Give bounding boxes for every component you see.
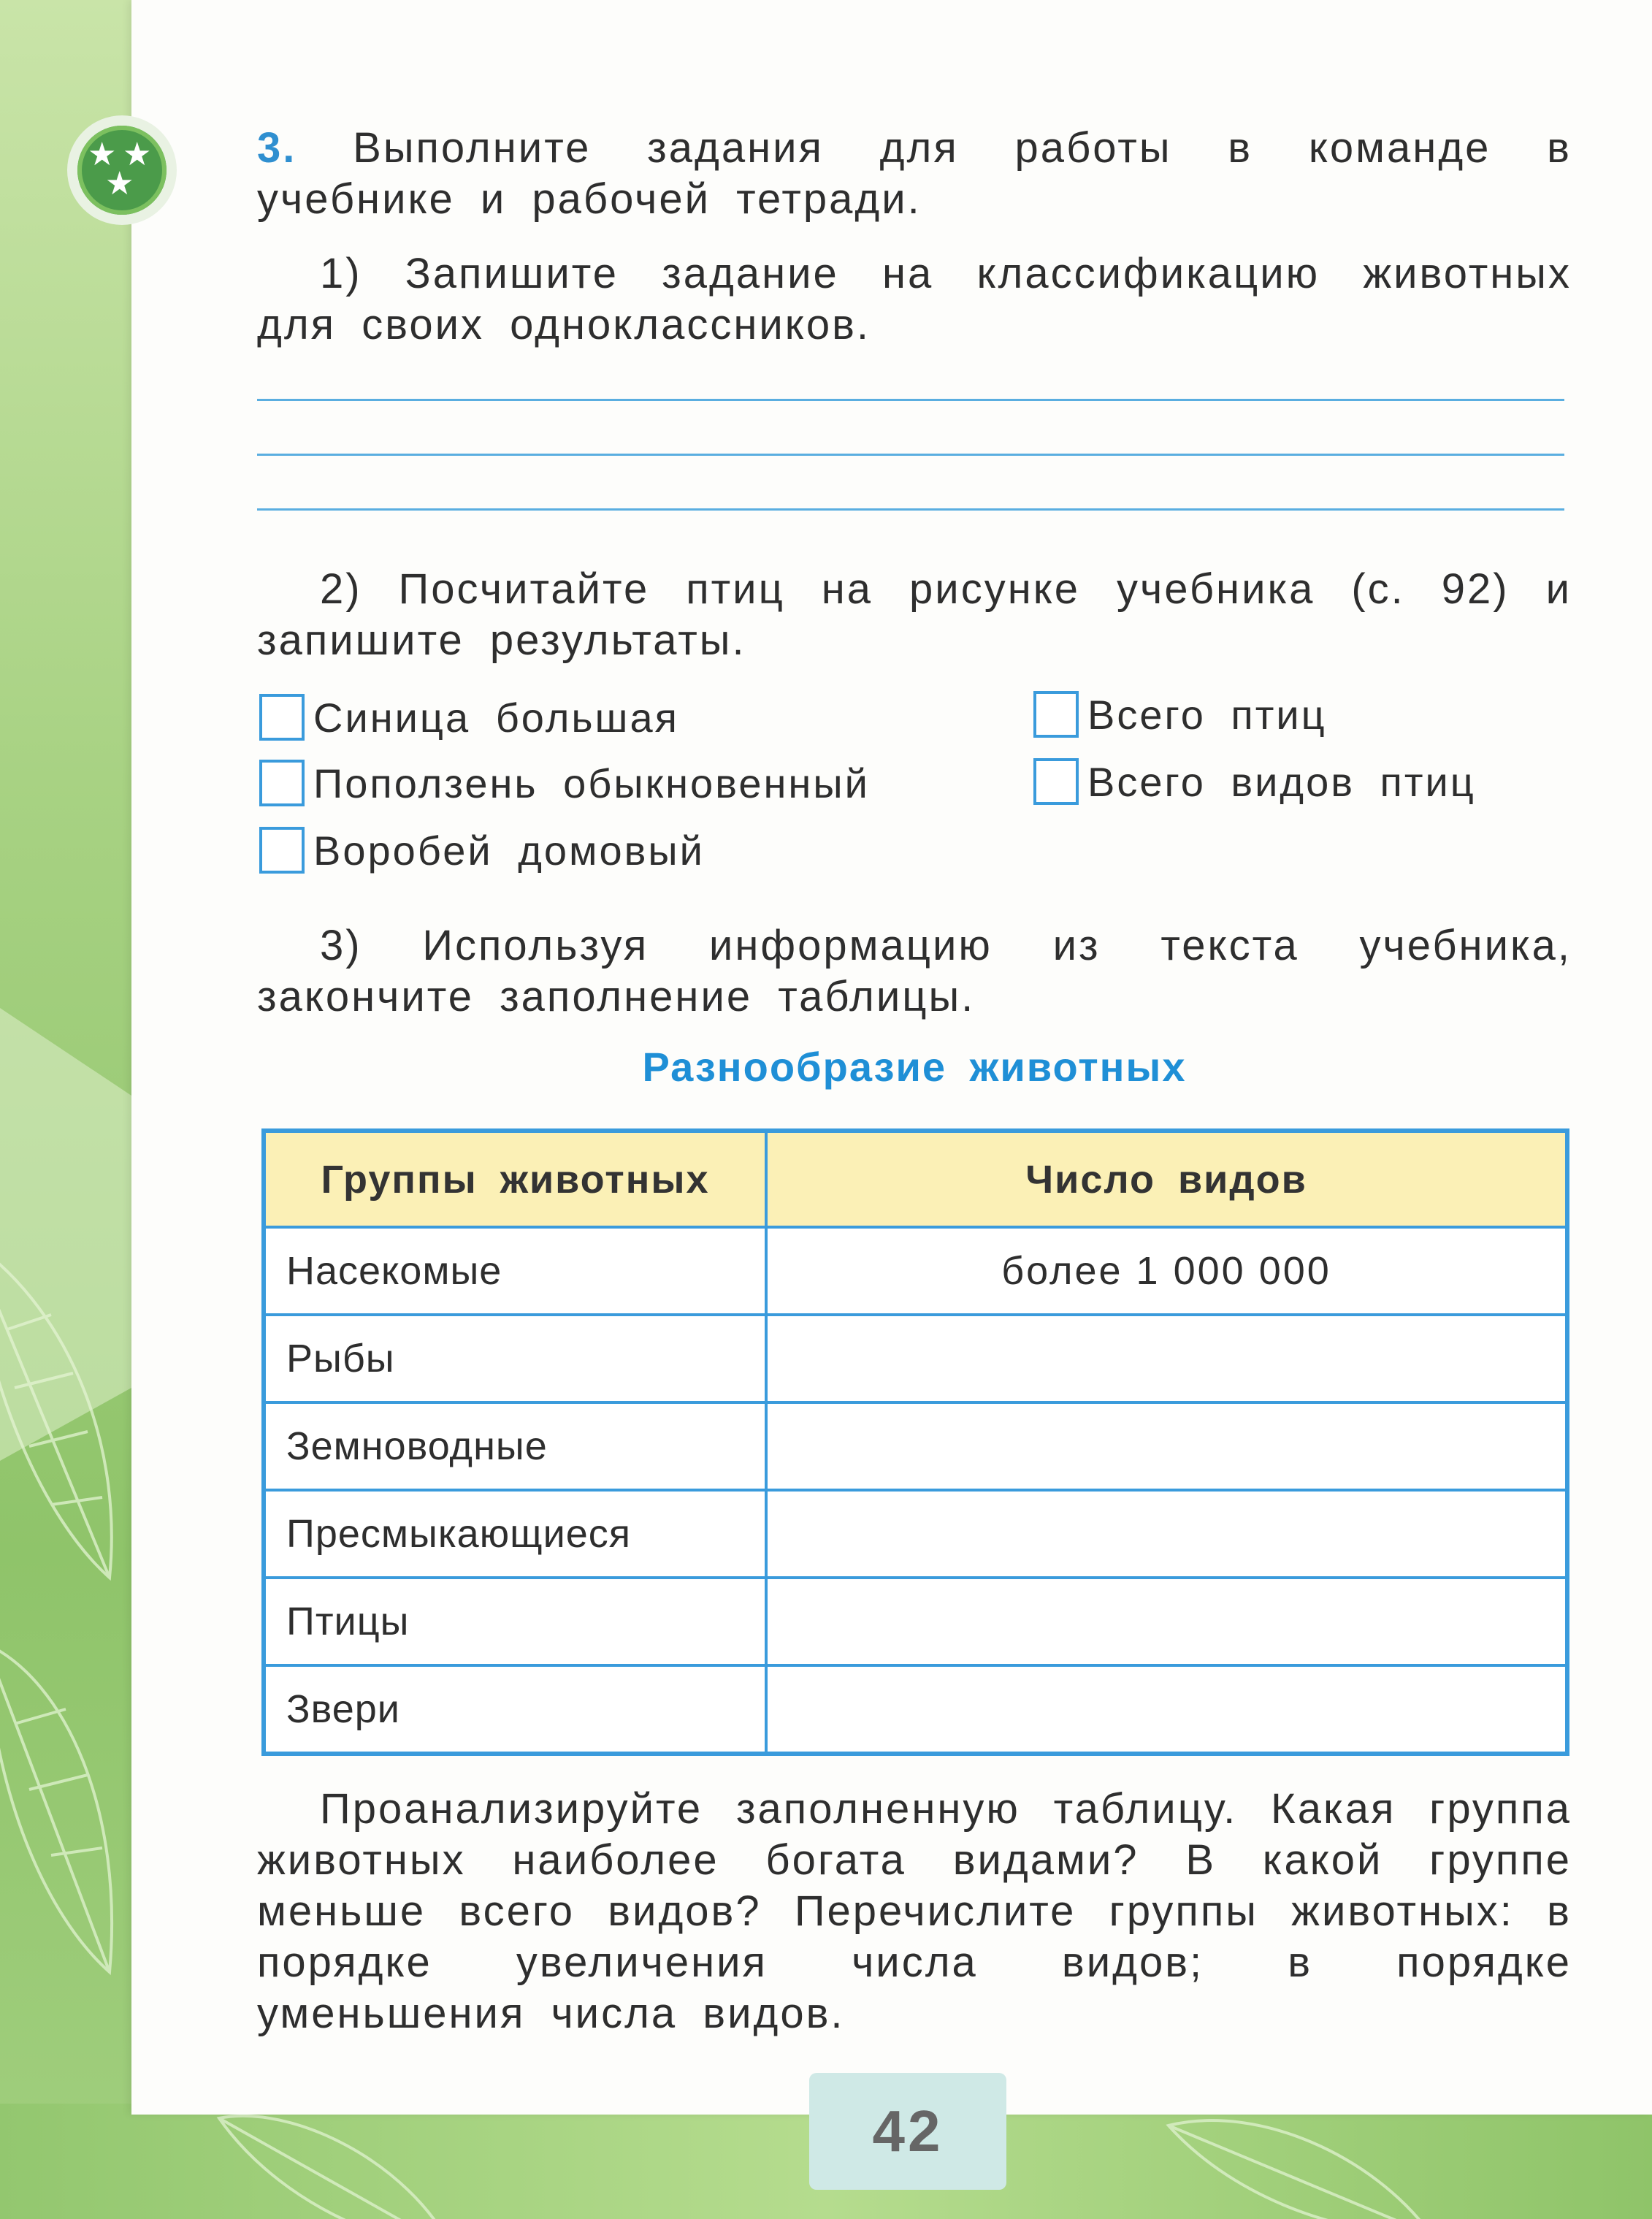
checkbox-row: [1033, 688, 1327, 741]
table-row: [264, 1490, 1567, 1578]
checkbox-label: Всего видов птиц: [1087, 758, 1476, 805]
group-cell: Пресмыкающиеся: [264, 1490, 766, 1578]
teamwork-badge: [67, 115, 177, 225]
count-box-house-sparrow[interactable]: [259, 827, 305, 874]
writing-line[interactable]: [257, 454, 1564, 456]
task-intro-text: Выполните задания для работы в команде в учебнике и рабочей тетради.: [257, 124, 1572, 223]
checkbox-label: Поползень обыкновенный: [313, 760, 870, 806]
analysis-prompt: Проанализируйте заполненную таблицу. Какая группа животных наиболее богата видами? В какой группе меньше всего видов? Перечислите группы животных: в порядке увеличения числа видов; в порядке уменьшения числа видов.: [257, 1785, 1572, 2037]
table-header-row: [264, 1131, 1567, 1227]
subtask-1-text: 1) Запишите задание на классификацию животных для своих одноклассников.: [257, 250, 1572, 348]
count-box-total-birds[interactable]: [1033, 691, 1079, 738]
checkbox-label: Воробей домовый: [313, 827, 705, 874]
group-cell: Рыбы: [264, 1315, 766, 1402]
group-cell: Земноводные: [264, 1402, 766, 1490]
table-caption: Разнообразие животных: [642, 1044, 1187, 1090]
checkbox-row: [1033, 755, 1476, 808]
page-number-tab: [809, 2073, 1006, 2190]
species-count-cell: более 1 000 000: [766, 1227, 1567, 1315]
checkbox-row: [259, 691, 679, 744]
animal-diversity-table: [261, 1128, 1569, 1756]
stars-icon: ★ ★ ★: [77, 126, 167, 215]
species-count-cell[interactable]: [766, 1665, 1567, 1754]
header-species-count: Число видов: [766, 1131, 1567, 1227]
table-row: [264, 1665, 1567, 1754]
count-box-great-tit[interactable]: [259, 694, 305, 741]
group-cell: Насекомые: [264, 1227, 766, 1315]
species-count-cell[interactable]: [766, 1490, 1567, 1578]
page-number: 42: [872, 2098, 944, 2163]
writing-line[interactable]: [257, 508, 1564, 511]
task-number: 3.: [257, 124, 297, 172]
count-box-nuthatch[interactable]: [259, 760, 305, 806]
checkbox-row: [259, 757, 870, 809]
species-count-cell[interactable]: [766, 1315, 1567, 1402]
header-groups: Группы животных: [264, 1131, 766, 1227]
checkbox-label: Синица большая: [313, 694, 679, 741]
species-count-cell[interactable]: [766, 1578, 1567, 1665]
subtask-2-text: 2) Посчитайте птиц на рисунке учебника (с. 92) и запишите результаты.: [257, 565, 1572, 664]
species-count-cell[interactable]: [766, 1402, 1567, 1490]
table-row: [264, 1578, 1567, 1665]
group-cell: Звери: [264, 1665, 766, 1754]
subtask-3-text: 3) Используя информацию из текста учебника, закончите заполнение таблицы.: [257, 922, 1572, 1020]
group-cell: Птицы: [264, 1578, 766, 1665]
table-row: [264, 1402, 1567, 1490]
table-row: [264, 1227, 1567, 1315]
checkbox-row: [259, 824, 705, 876]
checkbox-label: Всего птиц: [1087, 691, 1327, 738]
task-3-intro: [257, 123, 1572, 225]
writing-line[interactable]: [257, 399, 1564, 401]
count-box-total-species[interactable]: [1033, 758, 1079, 805]
table-row: [264, 1315, 1567, 1402]
